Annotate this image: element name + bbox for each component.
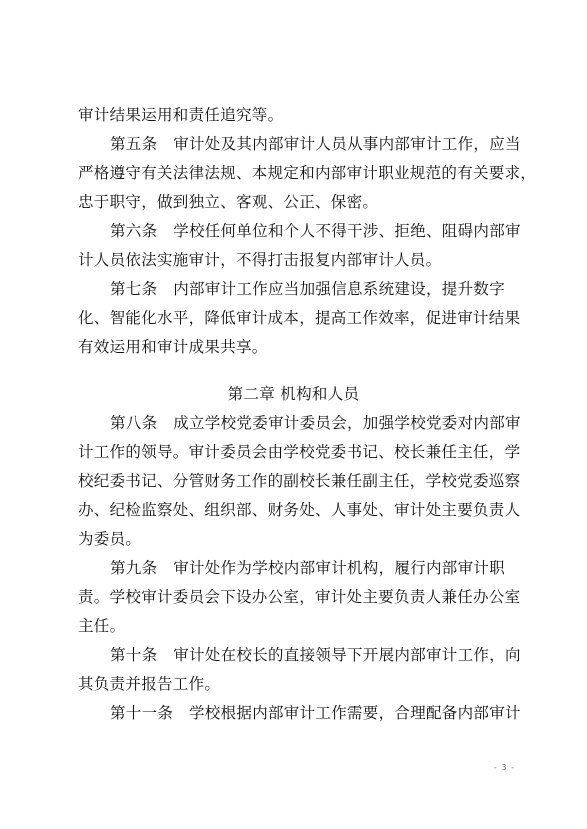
text-line: 有效运用和审计成果共享。: [78, 338, 268, 356]
article-9-text: 第九条 审计处作为学校内部审计机构，履行内部审计职: [110, 559, 506, 577]
text-line: 责。学校审计委员会下设办公室，审计处主要负责人兼任办公室: [78, 588, 521, 606]
page-number: - 3 -: [494, 763, 515, 772]
text-line: 严格遵守有关法律法规、本规定和内部审计职业规范的有关要求，: [78, 164, 537, 182]
article-10-text: 第十条 审计处在校长的直接领导下开展内部审计工作，向: [110, 646, 521, 664]
chapter-heading: 第二章 机构和人员: [227, 385, 360, 403]
text-line: 审计结果运用和责任追究等。: [78, 106, 284, 124]
text-line: 校纪委书记、分管财务工作的副校长兼任副主任，学校党委巡察: [78, 472, 521, 490]
text-line: 计人员依法实施审计，不得打击报复内部审计人员。: [78, 251, 442, 269]
text-line: 忠于职守，做到独立、客观、公正、保密。: [78, 193, 379, 211]
text-line: 为委员。: [78, 530, 142, 548]
article-6-text: 第六条 学校任何单位和个人不得干涉、拒绝、阻碍内部审: [110, 222, 521, 240]
text-line: 办、纪检监察处、组织部、财务处、人事处、审计处主要负责人: [78, 501, 521, 519]
article-8-text: 第八条 成立学校党委审计委员会，加强学校党委对内部审: [110, 414, 521, 432]
text-line: 其负责并报告工作。: [78, 675, 221, 693]
article-11-text: 第十一条 学校根据内部审计工作需要，合理配备内部审计: [110, 704, 521, 722]
text-line: 主任。: [78, 617, 126, 635]
text-line: 化、智能化水平，降低审计成本，提高工作效率，促进审计结果: [78, 309, 521, 327]
article-7-text: 第七条 内部审计工作应当加强信息系统建设，提升数字: [110, 280, 506, 298]
text-line: 计工作的领导。审计委员会由学校党委书记、校长兼任主任，学: [78, 443, 521, 461]
article-5-text: 第五条 审计处及其内部审计人员从事内部审计工作，应当: [110, 135, 521, 153]
